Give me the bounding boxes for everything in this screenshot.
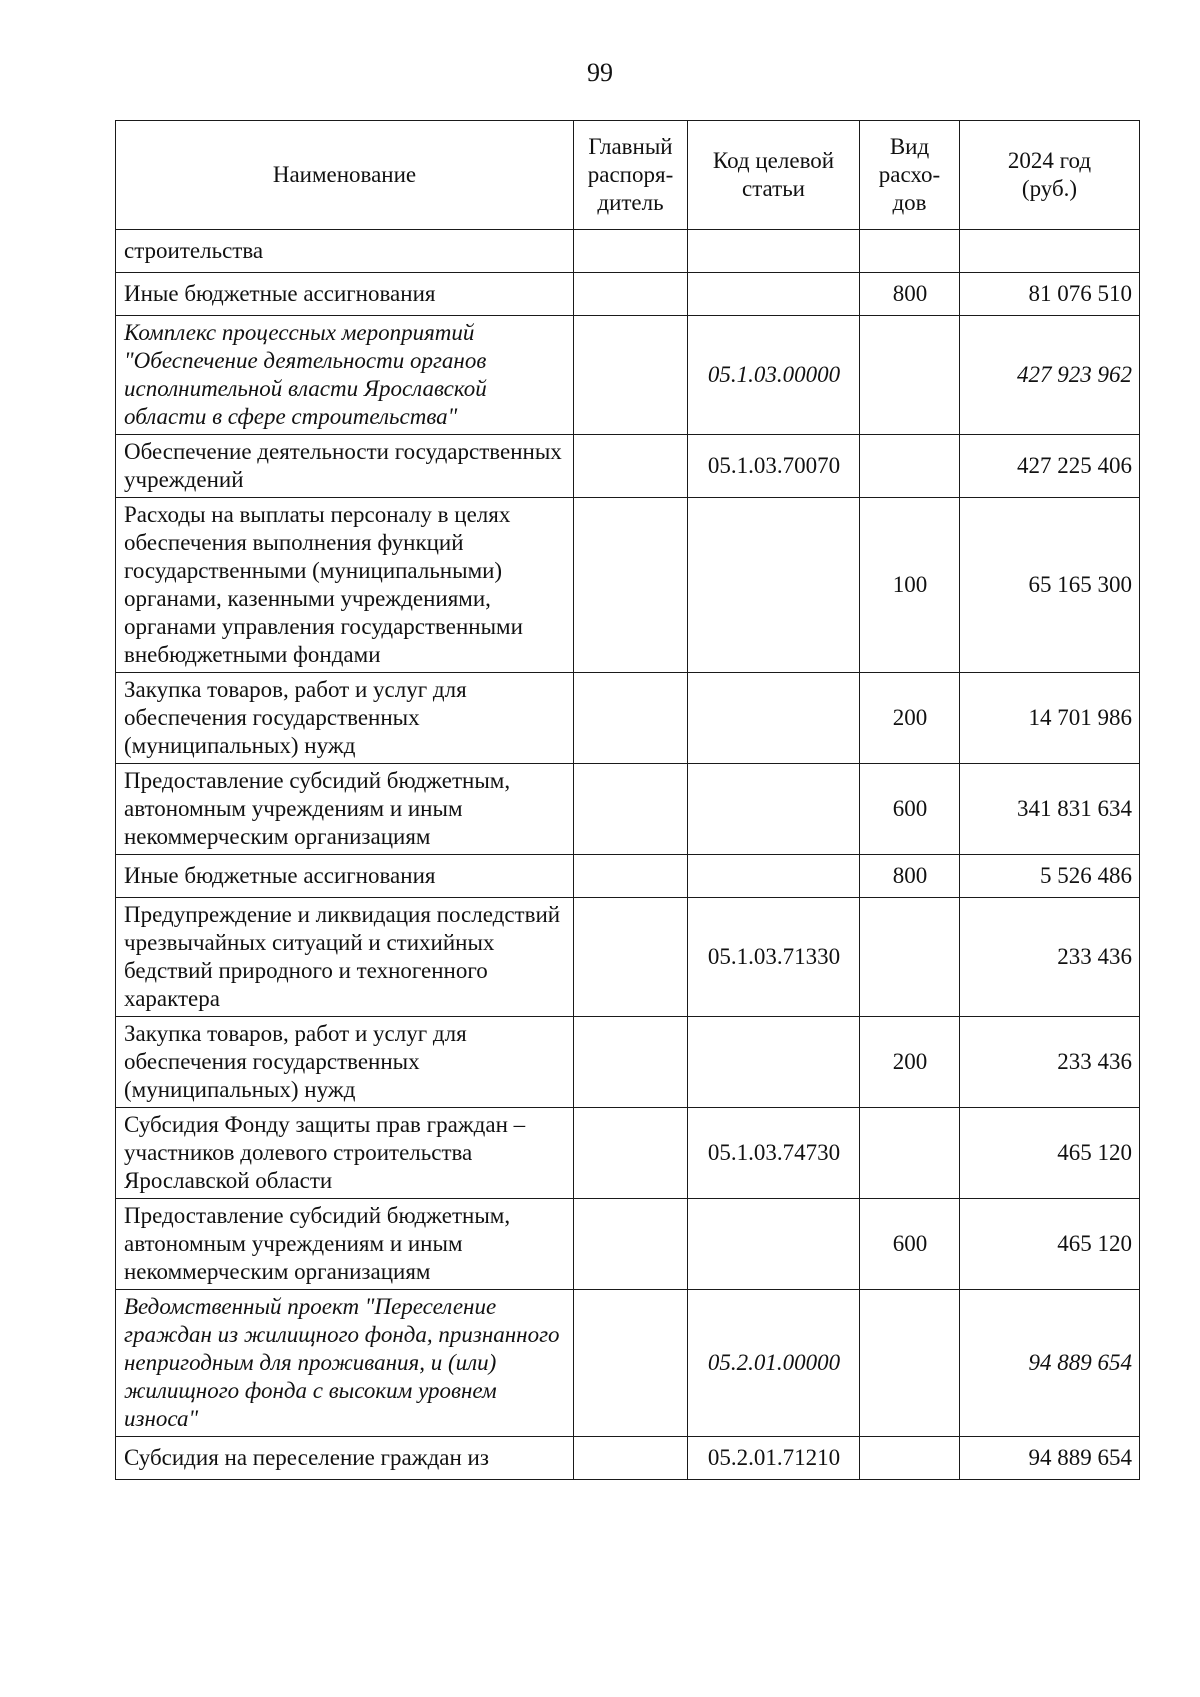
table-body [116, 230, 1140, 1480]
cell-vid [860, 316, 960, 435]
cell-sum: 94 889 654 [960, 1290, 1140, 1437]
cell-sum: 465 120 [960, 1199, 1140, 1290]
cell-sum: 427 923 962 [960, 316, 1140, 435]
cell-sum: 341 831 634 [960, 764, 1140, 855]
cell-sum: 465 120 [960, 1108, 1140, 1199]
table-row [116, 1199, 1140, 1290]
cell-vid [860, 1437, 960, 1480]
cell-sum: 233 436 [960, 898, 1140, 1017]
cell-sum: 5 526 486 [960, 855, 1140, 898]
table-header [116, 121, 1140, 230]
table-row [116, 1108, 1140, 1199]
cell-sum [960, 230, 1140, 273]
cell-sum: 65 165 300 [960, 498, 1140, 673]
cell-code [688, 673, 860, 764]
cell-grbs [574, 1290, 688, 1437]
cell-vid: 600 [860, 764, 960, 855]
cell-code: 05.1.03.74730 [688, 1108, 860, 1199]
cell-grbs [574, 855, 688, 898]
cell-grbs [574, 273, 688, 316]
cell-grbs [574, 1108, 688, 1199]
cell-vid: 200 [860, 1017, 960, 1108]
cell-name: Закупка товаров, работ и услуг для обеспечения государственных (муниципальных) нужд [116, 1017, 574, 1108]
cell-grbs [574, 764, 688, 855]
cell-name: Закупка товаров, работ и услуг для обеспечения государственных (муниципальных) нужд [116, 673, 574, 764]
cell-sum: 427 225 406 [960, 435, 1140, 498]
cell-vid [860, 898, 960, 1017]
cell-code [688, 855, 860, 898]
cell-sum: 233 436 [960, 1017, 1140, 1108]
header-name: Наименование [116, 121, 574, 230]
cell-name: Обеспечение деятельности государственных учреждений [116, 435, 574, 498]
table-row [116, 498, 1140, 673]
cell-grbs [574, 898, 688, 1017]
cell-code: 05.1.03.00000 [688, 316, 860, 435]
header-grbs: Главный распоря- дитель [574, 121, 688, 230]
table-row [116, 273, 1140, 316]
budget-table [115, 120, 1140, 1480]
cell-code: 05.2.01.71210 [688, 1437, 860, 1480]
cell-vid: 600 [860, 1199, 960, 1290]
cell-vid [860, 230, 960, 273]
cell-vid: 200 [860, 673, 960, 764]
cell-grbs [574, 316, 688, 435]
header-sum: 2024 год (руб.) [960, 121, 1140, 230]
cell-code [688, 1017, 860, 1108]
table-row [116, 435, 1140, 498]
cell-name: Субсидия Фонду защиты прав граждан – участников долевого строительства Ярославской области [116, 1108, 574, 1199]
table-row [116, 1290, 1140, 1437]
page-number: 99 [587, 58, 613, 87]
cell-code: 05.2.01.00000 [688, 1290, 860, 1437]
cell-code [688, 764, 860, 855]
cell-name: Предупреждение и ликвидация последствий чрезвычайных ситуаций и стихийных бедствий природного и техногенного характера [116, 898, 574, 1017]
cell-code [688, 273, 860, 316]
table-row [116, 316, 1140, 435]
cell-vid: 100 [860, 498, 960, 673]
cell-code [688, 498, 860, 673]
cell-name: строительства [116, 230, 574, 273]
cell-code: 05.1.03.70070 [688, 435, 860, 498]
cell-grbs [574, 1437, 688, 1480]
table-row [116, 855, 1140, 898]
cell-code [688, 1199, 860, 1290]
cell-name: Ведомственный проект "Переселение граждан из жилищного фонда, признанного непригодным для проживания, и (или) жилищного фонда с высоким уровнем износа" [116, 1290, 574, 1437]
cell-code [688, 230, 860, 273]
cell-name: Предоставление субсидий бюджетным, автономным учреждениям и иным некоммерческим организациям [116, 1199, 574, 1290]
table-row [116, 230, 1140, 273]
header-vid: Вид расхо- дов [860, 121, 960, 230]
cell-sum: 81 076 510 [960, 273, 1140, 316]
table-row [116, 898, 1140, 1017]
cell-name: Иные бюджетные ассигнования [116, 273, 574, 316]
cell-name: Субсидия на переселение граждан из [116, 1437, 574, 1480]
cell-name: Расходы на выплаты персоналу в целях обеспечения выполнения функций государственными (муниципальными) органами, казенными учреждениями, органами управления государственными внебюджетными фондами [116, 498, 574, 673]
cell-vid: 800 [860, 855, 960, 898]
cell-vid [860, 1108, 960, 1199]
cell-vid: 800 [860, 273, 960, 316]
cell-grbs [574, 1017, 688, 1108]
cell-grbs [574, 673, 688, 764]
table-row [116, 1437, 1140, 1480]
table-row [116, 673, 1140, 764]
cell-name: Комплекс процессных мероприятий "Обеспечение деятельности органов исполнительной власти Ярославской области в сфере строительства" [116, 316, 574, 435]
cell-vid [860, 435, 960, 498]
cell-name: Предоставление субсидий бюджетным, автономным учреждениям и иным некоммерческим организациям [116, 764, 574, 855]
table-row [116, 1017, 1140, 1108]
cell-vid [860, 1290, 960, 1437]
cell-sum: 94 889 654 [960, 1437, 1140, 1480]
cell-sum: 14 701 986 [960, 673, 1140, 764]
header-code: Код целевой статьи [688, 121, 860, 230]
cell-grbs [574, 230, 688, 273]
cell-grbs [574, 1199, 688, 1290]
table-row [116, 764, 1140, 855]
cell-name: Иные бюджетные ассигнования [116, 855, 574, 898]
cell-grbs [574, 435, 688, 498]
cell-grbs [574, 498, 688, 673]
cell-code: 05.1.03.71330 [688, 898, 860, 1017]
